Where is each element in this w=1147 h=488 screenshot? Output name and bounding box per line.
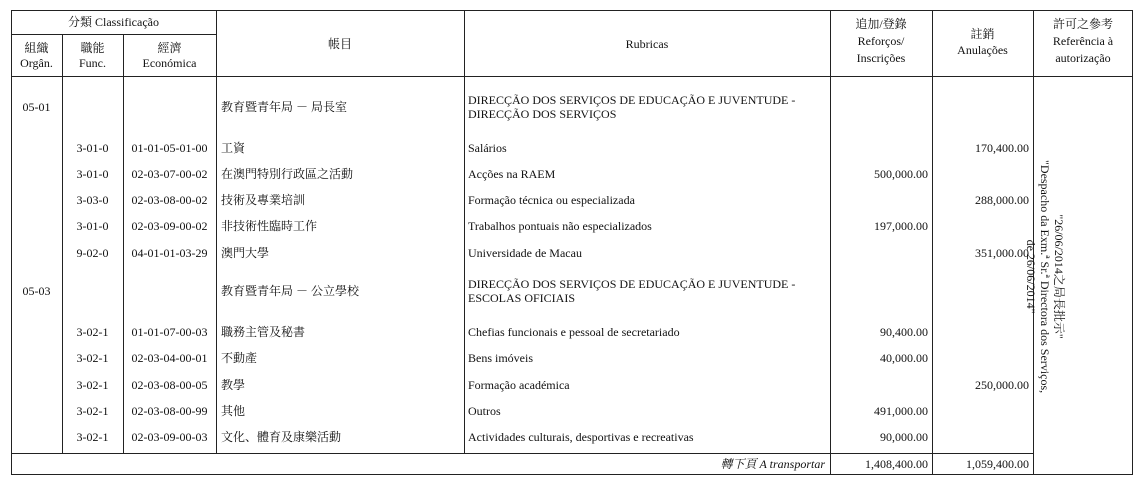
- total-reinforcements: 1,408,400.00: [865, 457, 928, 471]
- cell-reforco: 197,000.00: [874, 219, 928, 233]
- cell-pt-line: ESCOLAS OFICIAIS: [468, 291, 576, 305]
- cell-pt-line: Bens imóveis: [468, 351, 533, 365]
- cell-func: 3-02-1: [76, 351, 109, 365]
- cell-func: 3-02-1: [76, 378, 109, 392]
- cell-func: 3-02-1: [76, 325, 109, 339]
- table-border-bottom: [11, 474, 1133, 475]
- cell-pt-line: Outros: [468, 404, 501, 418]
- cell-org: 05-03: [22, 284, 51, 298]
- cell-pt-line: Trabalhos pontuais não especializados: [468, 219, 652, 233]
- cell-pt-line: Formação académica: [468, 378, 570, 392]
- cell-zh: 非技術性臨時工作: [221, 219, 318, 233]
- total-annulments: 1,059,400.00: [966, 457, 1029, 471]
- header-rubric-pt: Rubricas: [625, 37, 669, 51]
- header-classification: 分類 Classificação: [68, 15, 159, 29]
- col-divider-rubrica-zh: [216, 10, 217, 453]
- budget-table: [11, 10, 1133, 475]
- cell-eco: 02-03-09-00-02: [131, 219, 208, 233]
- cell-eco: 02-03-04-00-01: [131, 351, 208, 365]
- cell-eco: 01-01-05-01-00: [131, 141, 208, 155]
- authorization-line-2: "Despacho da Exm.ª Sr.ª Directora dos Serviços,: [1038, 160, 1052, 394]
- cell-zh: 其他: [221, 404, 246, 418]
- table-border-top: [11, 10, 1133, 11]
- cell-org: 05-01: [22, 100, 51, 114]
- header-functional-pt: Func.: [79, 56, 106, 70]
- header-reinforcements-pt2: Inscrições: [856, 51, 906, 65]
- header-economic-pt: Económica: [142, 56, 197, 70]
- cell-anulacao: 250,000.00: [975, 378, 1029, 392]
- cell-pt-line: Acções na RAEM: [468, 167, 556, 181]
- header-classification-rule: [11, 34, 216, 35]
- col-divider-anulacoes: [932, 10, 933, 475]
- header-authorization-pt2: autorização: [1055, 51, 1111, 65]
- cell-anulacao: 351,000.00: [975, 246, 1029, 260]
- authorization-line-1: "26/06/2014之局長批示": [1052, 214, 1066, 339]
- cell-pt-line: DIRECÇÃO DOS SERVIÇOS DE EDUCAÇÃO E JUVENTUDE -: [468, 277, 796, 291]
- footer-top-rule: [11, 453, 1033, 454]
- cell-pt-line: Universidade de Macau: [468, 246, 582, 260]
- table-border-right: [1132, 10, 1133, 475]
- cell-zh: 教育暨青年局 － 局長室: [221, 100, 348, 114]
- cell-zh: 不動產: [221, 351, 258, 365]
- cell-func: 3-02-1: [76, 404, 109, 418]
- header-bottom-rule: [11, 76, 1133, 77]
- header-reinforcements-zh: 追加/登錄: [855, 17, 907, 31]
- cell-eco: 02-03-08-00-02: [131, 193, 208, 207]
- cell-anulacao: 170,400.00: [975, 141, 1029, 155]
- cell-eco: 02-03-09-00-03: [131, 430, 208, 444]
- cell-zh: 澳門大學: [221, 246, 270, 260]
- cell-zh: 教學: [221, 378, 246, 392]
- carry-forward-label: 轉下頁 A transportar: [720, 457, 825, 471]
- cell-zh: 教育暨青年局 － 公立學校: [221, 284, 360, 298]
- cell-zh: 職務主管及秘書: [221, 325, 306, 339]
- header-reinforcements-pt1: Reforços/: [857, 34, 905, 48]
- cell-func: 3-01-0: [76, 167, 109, 181]
- cell-anulacao: 288,000.00: [975, 193, 1029, 207]
- cell-zh: 在澳門特別行政區之活動: [221, 167, 354, 181]
- cell-reforco: 90,000.00: [880, 430, 928, 444]
- cell-pt-line: Chefias funcionais e pessoal de secretariado: [468, 325, 680, 339]
- cell-func: 3-02-1: [76, 430, 109, 444]
- cell-eco: 02-03-08-00-99: [131, 404, 208, 418]
- header-economic-zh: 經濟: [157, 41, 182, 55]
- cell-reforco: 500,000.00: [874, 167, 928, 181]
- cell-eco: 01-01-07-00-03: [131, 325, 208, 339]
- header-authorization-pt1: Referência à: [1052, 34, 1114, 48]
- header-organic-zh: 組織: [24, 41, 49, 55]
- header-organic-pt: Orgân.: [20, 56, 53, 70]
- header-rubric-zh: 帳目: [327, 37, 352, 51]
- table-border-left: [11, 10, 12, 475]
- cell-pt-line: Actividades culturais, desportivas e recreativas: [468, 430, 694, 444]
- cell-reforco: 90,400.00: [880, 325, 928, 339]
- cell-eco: 02-03-08-00-05: [131, 378, 208, 392]
- header-annulments-pt: Anulações: [957, 43, 1008, 57]
- cell-pt-line: DIRECÇÃO DOS SERVIÇOS DE EDUCAÇÃO E JUVENTUDE -: [468, 93, 796, 107]
- cell-func: 3-01-0: [76, 141, 109, 155]
- col-divider-rubrica-pt: [464, 10, 465, 453]
- cell-func: 3-01-0: [76, 219, 109, 233]
- cell-zh: 技術及專業培訓: [221, 193, 306, 207]
- cell-eco: 04-01-01-03-29: [131, 246, 208, 260]
- header-authorization-zh: 許可之參考: [1052, 17, 1113, 31]
- cell-reforco: 491,000.00: [874, 404, 928, 418]
- cell-func: 9-02-0: [76, 246, 109, 260]
- cell-zh: 工資: [221, 141, 246, 155]
- cell-pt-line: Salários: [468, 141, 507, 155]
- cell-eco: 02-03-07-00-02: [131, 167, 208, 181]
- cell-reforco: 40,000.00: [880, 351, 928, 365]
- header-annulments-zh: 註銷: [970, 27, 995, 41]
- cell-zh: 文化、體育及康樂活動: [221, 430, 342, 444]
- authorization-line-3: de 26/06/2014": [1024, 239, 1038, 314]
- cell-pt-line: DIRECÇÃO DOS SERVIÇOS: [468, 107, 617, 121]
- header-functional-zh: 職能: [80, 41, 105, 55]
- cell-pt-line: Formação técnica ou especializada: [468, 193, 635, 207]
- cell-func: 3-03-0: [76, 193, 109, 207]
